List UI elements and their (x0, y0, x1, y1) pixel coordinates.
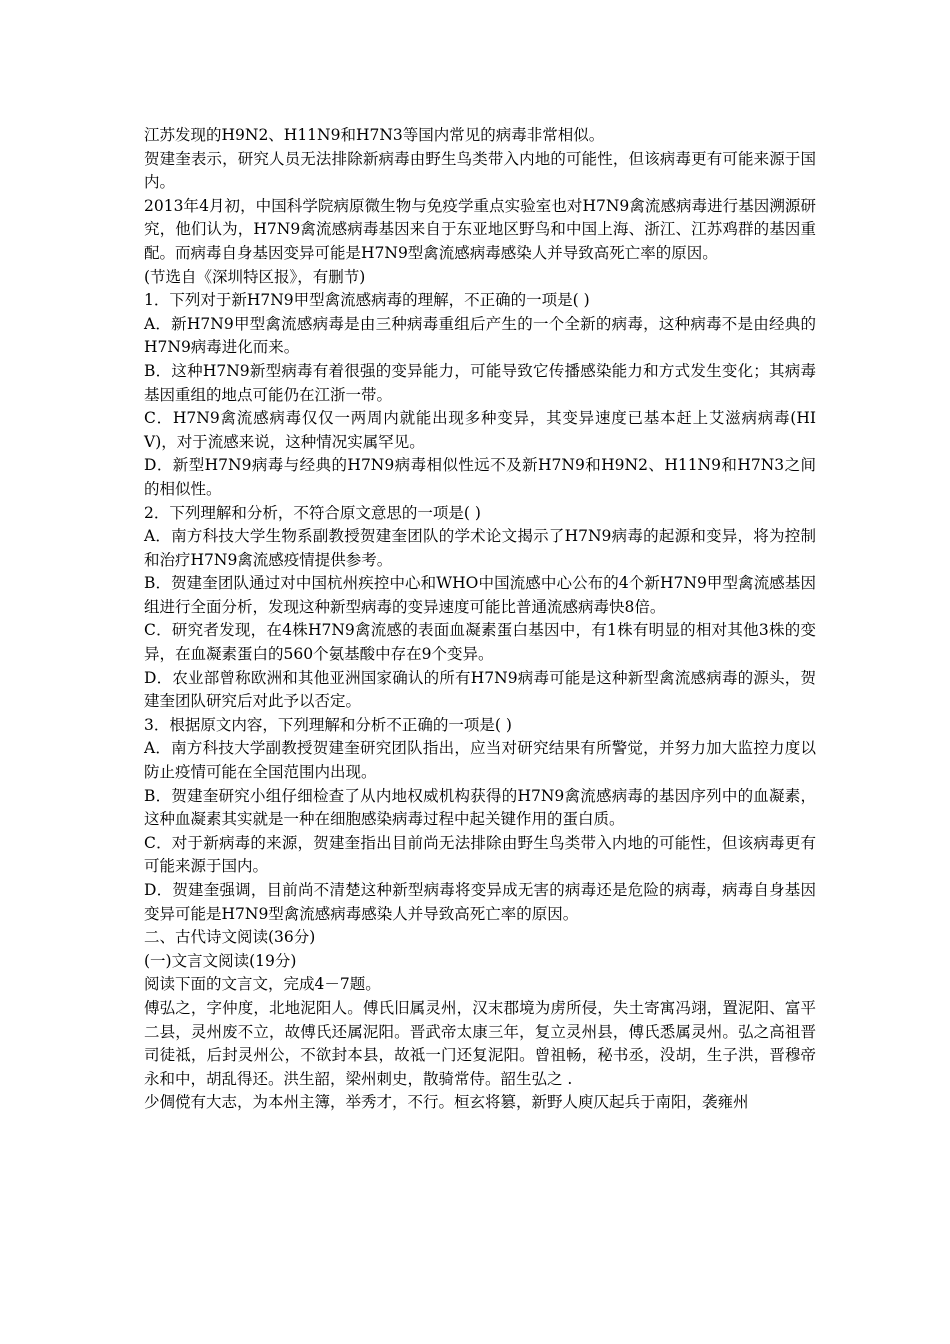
subsection-heading: (一)文言文阅读(19分) (144, 951, 297, 970)
instruction: 阅读下面的文言文，完成4－7题。 (144, 975, 381, 994)
question-2-option-c: C．研究者发现，在4株H7N9禽流感的表面血凝素蛋白基因中，有1株有明显的相对其他3株的变异，在血凝素蛋白的560个氨基酸中存在9个变异。 (144, 621, 816, 664)
question-3: 3．根据原文内容，下列理解和分析不正确的一项是( ) (144, 715, 512, 734)
paragraph-1: 江苏发现的H9N2、H11N9和H7N3等国内常见的病毒非常相似。 (144, 126, 605, 144)
question-1-option-a: A．新H7N9甲型禽流感病毒是由三种病毒重组后产生的一个全新的病毒，这种病毒不是由经典的H7N9病毒进化而来。 (144, 314, 816, 357)
question-2-option-a: A．南方科技大学生物系副教授贺建奎团队的学术论文揭示了H7N9病毒的起源和变异，将为控制和治疗H7N9禽流感疫情提供参考。 (144, 527, 816, 569)
question-3-option-d: D．贺建奎强调，目前尚不清楚这种新型病毒将变异成无害的病毒还是危险的病毒，病毒自身基因变异可能是H7N9型禽流感病毒感染人并导致高死亡率的原因。 (144, 881, 816, 923)
question-1-option-b: B．这种H7N9新型病毒有着很强的变异能力，可能导致它传播感染能力和方式发生变化；其病毒基因重组的地点可能仍在江浙一带。 (144, 361, 816, 404)
source-note: (节选自《深圳特区报》，有删节) (144, 267, 366, 286)
classical-passage-1: 傅弘之，字仲度，北地泥阳人。傅氏旧属灵州，汉末郡境为虏所侵，失土寄寓冯翊，置泥阳、富平二县，灵州废不立，故傅氏还属泥阳。晋武帝太康三年，复立灵州县，傅氏悉属灵州。弘之高祖晋司徒祗，后封灵州公，不欲封本县，故祗一门还复泥阳。曾祖畅，秘书丞，没胡，生子洪，晋穆帝永和中，胡乱得还。洪生韶，梁州刺史，散骑常侍。韶生弘之 . (144, 998, 816, 1088)
question-2: 2．下列理解和分析，不符合原文意思的一项是( ) (144, 503, 481, 522)
question-1: 1．下列对于新H7N9甲型禽流感病毒的理解，不正确的一项是( ) (144, 291, 590, 310)
classical-passage-2: 少倜傥有大志，为本州主簿，举秀才，不行。桓玄将篡，新野人庾仄起兵于南阳，袭雍州 (144, 1093, 749, 1112)
document-page (144, 124, 816, 1115)
question-3-option-b: B．贺建奎研究小组仔细检查了从内地权威机构获得的H7N9禽流感病毒的基因序列中的血凝素，这种血凝素其实就是一种在细胞感染病毒过程中起关键作用的蛋白质。 (144, 786, 816, 829)
paragraph-3: 2013年4月初，中国科学院病原微生物与免疫学重点实验室也对H7N9禽流感病毒进行基因溯源研究，他们认为，H7N9禽流感病毒基因来自于东亚地区野鸟和中国上海、浙江、江苏鸡群的基因重配。而病毒自身基因变异可能是H7N9型禽流感病毒感染人并导致高死亡率的原因。 (144, 196, 816, 262)
question-3-option-c: C．对于新病毒的来源，贺建奎指出目前尚无法排除由野生鸟类带入内地的可能性，但该病毒更有可能来源于国内。 (144, 833, 816, 876)
question-1-option-d: D．新型H7N9病毒与经典的H7N9病毒相似性远不及新H7N9和H9N2、H11N9和H7N3之间的相似性。 (144, 456, 816, 498)
paragraph-2: 贺建奎表示，研究人员无法排除新病毒由野生鸟类带入内地的可能性，但该病毒更有可能来源于国内。 (144, 149, 816, 192)
question-3-option-a: A．南方科技大学副教授贺建奎研究团队指出，应当对研究结果有所警觉，并努力加大监控力度以防止疫情可能在全国范围内出现。 (144, 739, 816, 782)
question-2-option-d: D．农业部曾称欧洲和其他亚洲国家确认的所有H7N9病毒可能是这种新型禽流感病毒的源头，贺建奎团队研究后对此予以否定。 (144, 668, 816, 711)
question-1-option-c: C．H7N9禽流感病毒仅仅一两周内就能出现多种变异，其变异速度已基本赶上艾滋病病毒(HIV)，对于流感来说，这种情况实属罕见。 (144, 409, 816, 451)
question-2-option-b: B．贺建奎团队通过对中国杭州疾控中心和WHO中国流感中心公布的4个新H7N9甲型禽流感基因组进行全面分析，发现这种新型病毒的变异速度可能比普通流感病毒快8倍。 (144, 574, 816, 616)
section-heading-2: 二、古代诗文阅读(36分) (144, 928, 316, 947)
